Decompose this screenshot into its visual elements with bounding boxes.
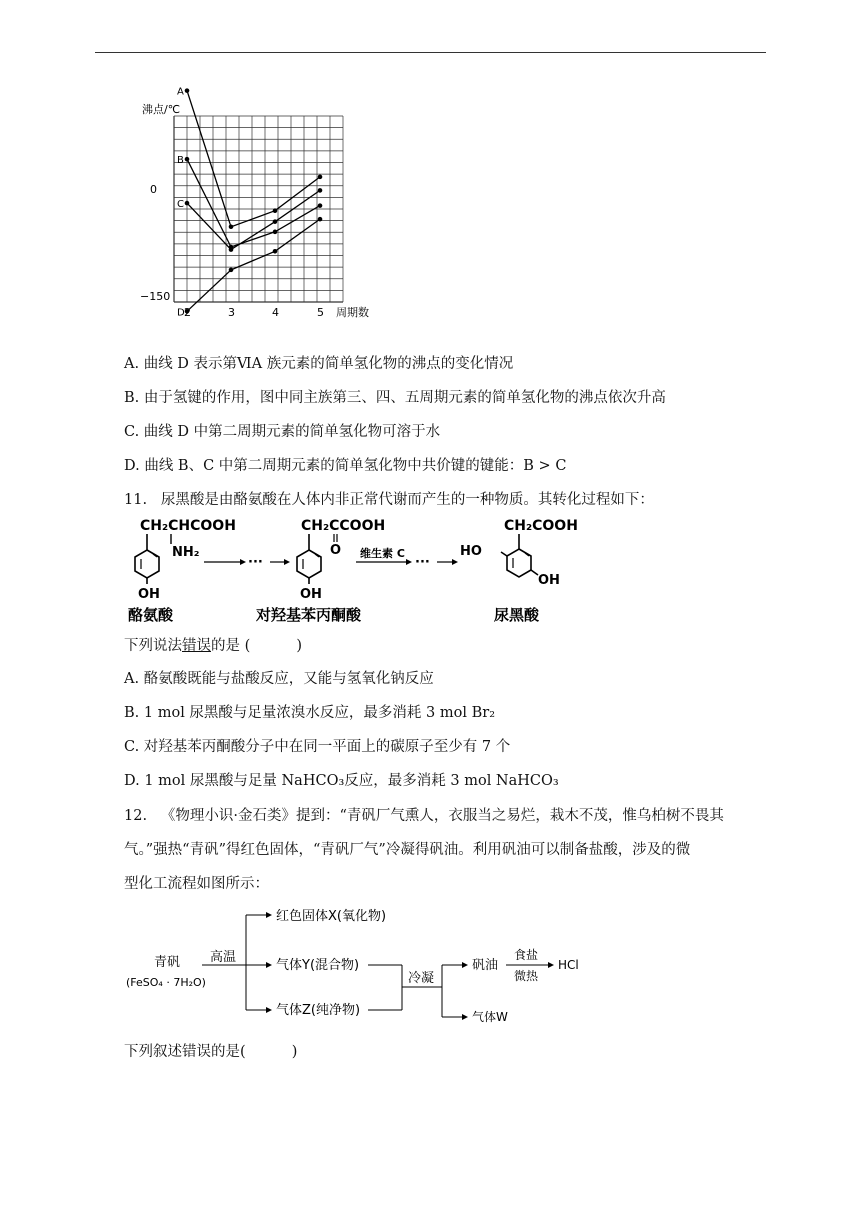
tyrosine-structure [128, 518, 236, 624]
q11-prompt-post: 的是 ( ) [211, 638, 303, 654]
m2-chain-text: CH₂CCOOH [301, 518, 386, 534]
hydroxyphenylpyruvic-acid-structure [255, 518, 385, 624]
point-A-3 [229, 224, 234, 229]
series-line-D [187, 219, 320, 311]
chart-series [177, 87, 322, 319]
point-A-2 [185, 88, 190, 93]
tyrosine-name: 酪氨酸 [128, 606, 174, 624]
flow-y-label: 气体Y(混合物) [276, 958, 360, 973]
q11-prompt-pre: 下列说法 [124, 638, 182, 654]
series-label-A: A [177, 86, 184, 98]
flow-salt-label: 食盐 [514, 948, 539, 962]
point-A-4 [273, 208, 278, 213]
series-label-D: D [177, 307, 185, 319]
flow-hcl-label: HCl [558, 958, 579, 972]
q12-line-3: 型化工流程如图所示： [124, 876, 269, 892]
point-B-4 [273, 230, 278, 235]
point-D-4 [273, 249, 278, 254]
point-B-5 [318, 203, 323, 208]
dots-1: ··· [248, 555, 263, 570]
flow-x-label: 红色固体X(氧化物) [276, 909, 387, 924]
m2-oxo-text: O [330, 543, 342, 558]
series-label-C: C [177, 199, 184, 211]
flow-condense-label: 冷凝 [408, 971, 435, 986]
q11-prompt [124, 636, 302, 656]
q11-reaction-scheme [124, 512, 604, 630]
flow-w-label: 气体W [472, 1010, 508, 1024]
chart-ylabel: 沸点/℃ [142, 103, 181, 116]
q11-option-d: D. 1 mol 尿黑酸与足量 NaHCO₃反应，最多消耗 3 mol NaHCO₃ [124, 773, 559, 789]
m2-oh-text: OH [300, 587, 322, 602]
series-label-B: B [177, 155, 184, 167]
q11-option-c: C. 对羟基苯丙酮酸分子中在同一平面上的碳原子至少有 7 个 [124, 739, 511, 755]
point-B-2 [185, 157, 190, 162]
x-tick-4: 4 [272, 306, 279, 319]
flow-heat-label: 高温 [210, 950, 237, 965]
point-C-4 [273, 219, 278, 224]
vitamin-c-label: 维生素 C [360, 547, 405, 560]
q11-option-b: B. 1 mol 尿黑酸与足量浓溴水反应，最多消耗 3 mol Br₂ [124, 705, 496, 721]
flow-start-label: 青矾 [154, 955, 181, 970]
tyrosine-amino-text: NH₂ [172, 545, 200, 560]
q10-option-c: C. 曲线 D 中第二周期元素的简单氢化物可溶于水 [124, 424, 441, 440]
point-C-3 [229, 247, 234, 252]
q12-line-2: 气。”强热“青矾”得红色固体，“青矾厂气”冷凝得矾油。利用矾油可以制备盐酸，涉及的微 [124, 842, 691, 858]
q10-option-a: A. 曲线 D 表示第ⅥA 族元素的简单氢化物的沸点的变化情况 [124, 356, 514, 372]
header-rule [95, 52, 766, 53]
point-A-5 [318, 175, 323, 180]
chart-grid [174, 116, 343, 302]
m3-ho-text: HO [460, 544, 482, 559]
flow-start-formula: (FeSO₄ · 7H₂O) [126, 976, 206, 989]
dots-2: ··· [415, 555, 430, 570]
q12-line-1: 12. 《物理小识·金石类》提到：“青矾厂气熏人，衣服当之易烂，栽木不茂，惟乌柏树不畏其 [124, 808, 724, 824]
ytick-label-neg150: −150 [140, 290, 171, 303]
q10-option-d: D. 曲线 B、C 中第二周期元素的简单氢化物中共价键的键能：B > C [124, 458, 567, 474]
point-C-5 [318, 188, 323, 193]
ytick-label-0: 0 [150, 183, 157, 196]
q12-prompt: 下列叙述错误的是( ) [124, 1044, 298, 1060]
x-tick-2: 2 [184, 306, 191, 319]
q11-prompt-underlined: 错误 [182, 638, 211, 654]
m2-name: 对羟基苯丙酮酸 [256, 606, 362, 624]
chart-xlabel: 周期数 [336, 306, 369, 319]
point-D-3 [229, 268, 234, 273]
series-line-A [187, 91, 320, 227]
q11-option-a: A. 酪氨酸既能与盐酸反应，又能与氢氧化钠反应 [124, 671, 434, 687]
x-tick-3: 3 [228, 306, 235, 319]
x-tick-labels [184, 306, 324, 319]
point-D-5 [318, 217, 323, 222]
homogentisic-acid-structure [460, 518, 578, 624]
tyrosine-oh-text: OH [138, 587, 160, 602]
tyrosine-chain-text: CH₂CHCOOH [140, 518, 236, 534]
flow-oil-label: 矾油 [472, 958, 499, 973]
m3-chain-text: CH₂COOH [504, 518, 578, 534]
flow-z-label: 气体Z(纯净物) [276, 1003, 361, 1018]
q12-flow-diagram [124, 900, 594, 1030]
point-C-2 [185, 201, 190, 206]
q11-stem: 11. 尿黑酸是由酪氨酸在人体内非正常代谢而产生的一种物质。其转化过程如下： [124, 492, 654, 508]
flow-micro-heat-label: 微热 [514, 969, 539, 983]
x-tick-5: 5 [317, 306, 324, 319]
boiling-point-chart [130, 86, 390, 320]
q10-option-b: B. 由于氢键的作用，图中同主族第三、四、五周期元素的简单氢化物的沸点依次升高 [124, 390, 666, 406]
m3-name: 尿黑酸 [494, 606, 540, 624]
m3-oh-text: OH [538, 573, 560, 588]
